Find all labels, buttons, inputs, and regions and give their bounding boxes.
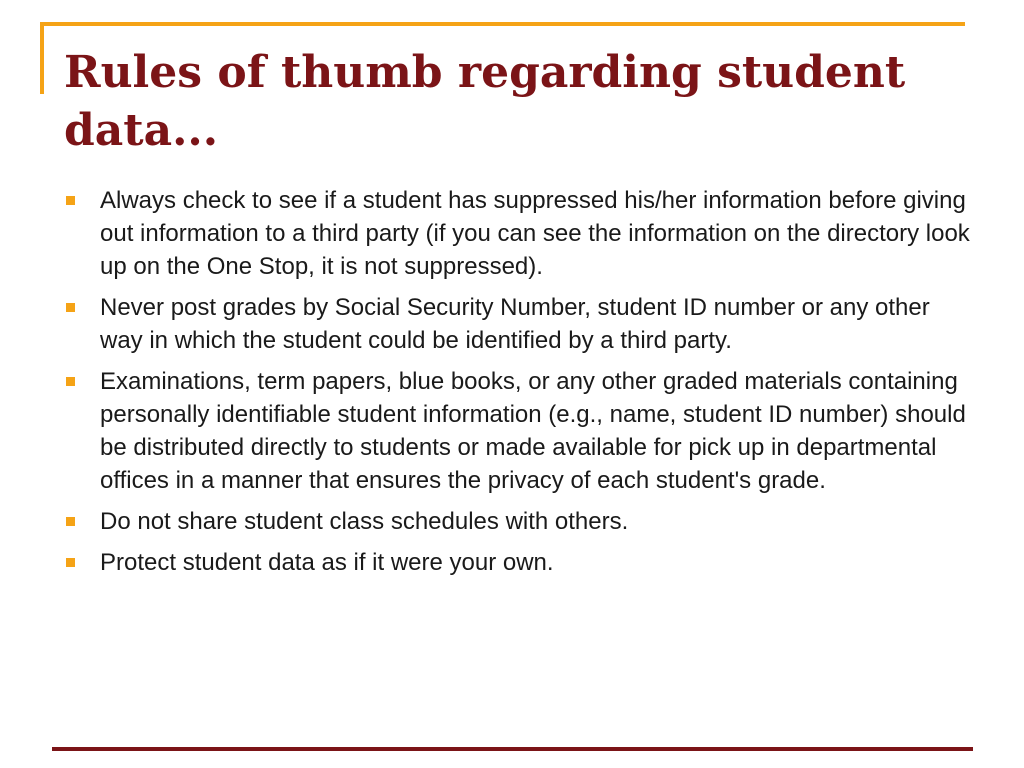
bullet-text: Do not share student class schedules with others. (100, 508, 629, 535)
square-bullet-icon (66, 303, 75, 312)
bullet-item (66, 505, 971, 538)
square-bullet-icon (66, 517, 75, 526)
accent-bar-top (40, 22, 965, 26)
bullet-text: Always check to see if a student has suppressed his/her information before giving out information to a third party (if you can see the information on the directory look up on the One Stop, it is not suppressed). (100, 187, 970, 280)
bullet-list (66, 184, 971, 587)
bottom-rule (52, 747, 973, 751)
bullet-text: Examinations, term papers, blue books, or any other graded materials containing personally identifiable student information (e.g., name, student ID number) should be distributed directly to students or made available for pick up in departmental offices in a manner that ensures the privacy of each student's grade. (100, 368, 966, 494)
square-bullet-icon (66, 377, 75, 386)
square-bullet-icon (66, 558, 75, 567)
bullet-item (66, 184, 971, 283)
bullet-text: Never post grades by Social Security Number, student ID number or any other way in which the student could be identified by a third party. (100, 294, 930, 354)
bullet-text: Protect student data as if it were your own. (100, 549, 554, 576)
slide-title: Rules of thumb regarding student data... (64, 47, 906, 156)
bullet-item (66, 365, 971, 497)
bullet-item (66, 291, 971, 357)
square-bullet-icon (66, 196, 75, 205)
bullet-item (66, 546, 971, 579)
accent-bar-left (40, 22, 44, 94)
